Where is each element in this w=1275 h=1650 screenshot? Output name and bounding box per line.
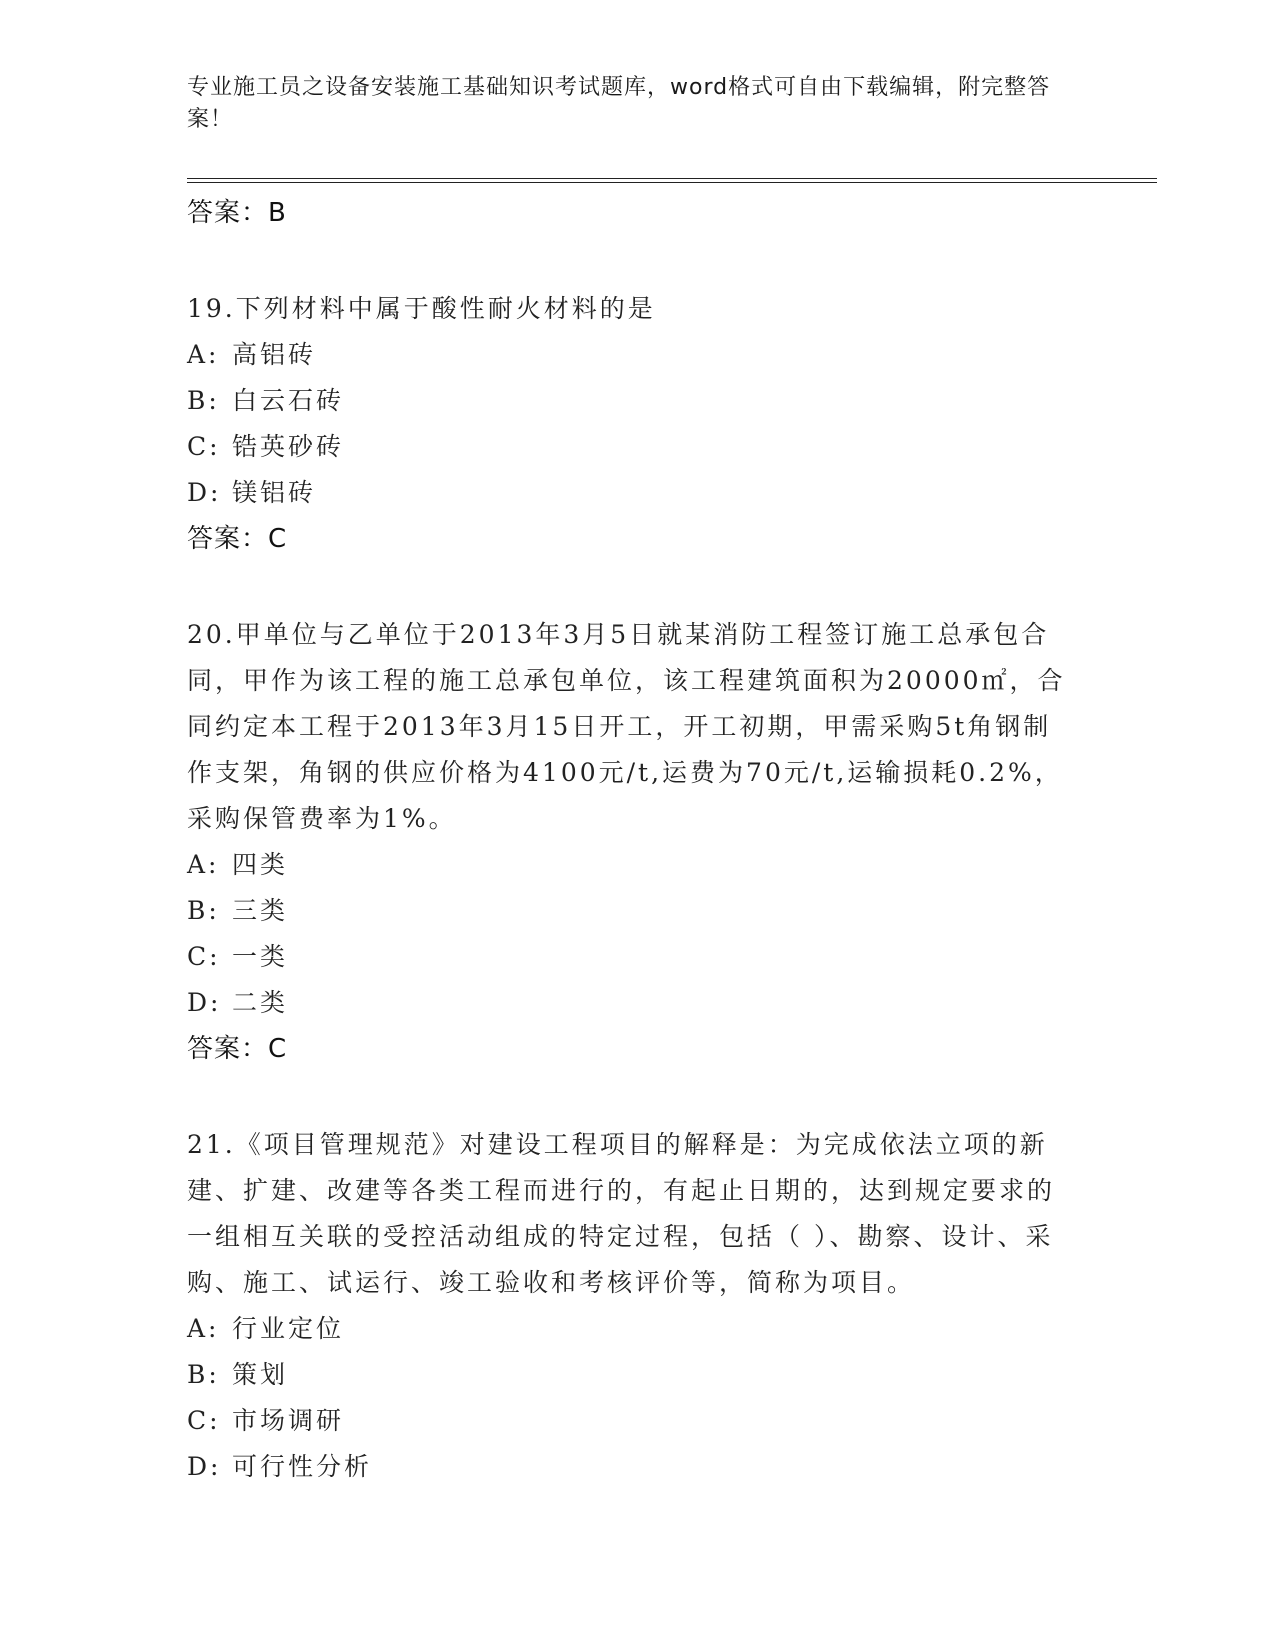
question-list xyxy=(187,190,1077,1490)
option-text: 二类 xyxy=(232,988,289,1017)
option-label: C: xyxy=(187,942,221,971)
question-stem: 19.下列材料中属于酸性耐火材料的是 xyxy=(187,294,656,323)
question-21 xyxy=(187,1122,1077,1490)
option-label: D: xyxy=(187,988,222,1017)
option-text: 高铝砖 xyxy=(232,340,317,369)
option-label: D: xyxy=(187,478,222,507)
option-c xyxy=(187,1398,1077,1444)
option-text: 市场调研 xyxy=(232,1406,345,1435)
question-stem: 21.《项目管理规范》对建设工程项目的解释是：为完成依法立项的新建、扩建、改建等各类工程而进行的，有起止日期的，达到规定要求的一组相互关联的受控活动组成的特定过程，包括（ ）、勘察、设计、采购、施工、试运行、竣工验收和考核评价等，简称为项目。 xyxy=(187,1130,1056,1297)
option-label: C: xyxy=(187,432,221,461)
option-a xyxy=(187,842,1077,888)
header-divider xyxy=(187,178,1157,183)
option-text: 三类 xyxy=(232,896,289,925)
option-label: D: xyxy=(187,1452,222,1481)
answer-line: 答案：C xyxy=(187,524,288,554)
answer-line: 答案：C xyxy=(187,1034,288,1064)
option-text: 策划 xyxy=(232,1360,289,1389)
option-b xyxy=(187,888,1077,934)
option-d xyxy=(187,980,1077,1026)
option-label: A: xyxy=(187,1314,220,1343)
question-20 xyxy=(187,612,1077,1078)
option-b xyxy=(187,378,1077,424)
option-label: B: xyxy=(187,1360,220,1389)
option-text: 行业定位 xyxy=(232,1314,345,1343)
page-header: 专业施工员之设备安装施工基础知识考试题库，word格式可自由下载编辑，附完整答案！ xyxy=(187,75,1051,132)
option-text: 镁铝砖 xyxy=(232,478,317,507)
option-text: 锆英砂砖 xyxy=(232,432,345,461)
answer-line: 答案：B xyxy=(187,198,287,228)
option-a xyxy=(187,332,1077,378)
question-stem: 20.甲单位与乙单位于2013年3月5日就某消防工程签订施工总承包合同，甲作为该工程的施工总承包单位，该工程建筑面积为20000㎡，合同约定本工程于2013年3月15日开工，开工初期，甲需采购5t角钢制作支架，角钢的供应价格为4100元/t,运费为70元/t,运输损耗0.2%，采购保管费率为1%。 xyxy=(187,620,1066,833)
option-label: A: xyxy=(187,850,220,879)
option-d xyxy=(187,1444,1077,1490)
option-label: B: xyxy=(187,386,220,415)
option-label: B: xyxy=(187,896,220,925)
option-text: 白云石砖 xyxy=(232,386,345,415)
question-19 xyxy=(187,286,1077,568)
option-text: 一类 xyxy=(232,942,289,971)
option-label: A: xyxy=(187,340,220,369)
option-d xyxy=(187,470,1077,516)
option-a xyxy=(187,1306,1077,1352)
option-c xyxy=(187,424,1077,470)
option-b xyxy=(187,1352,1077,1398)
option-text: 四类 xyxy=(232,850,289,879)
option-label: C: xyxy=(187,1406,221,1435)
option-c xyxy=(187,934,1077,980)
option-text: 可行性分析 xyxy=(232,1452,373,1481)
